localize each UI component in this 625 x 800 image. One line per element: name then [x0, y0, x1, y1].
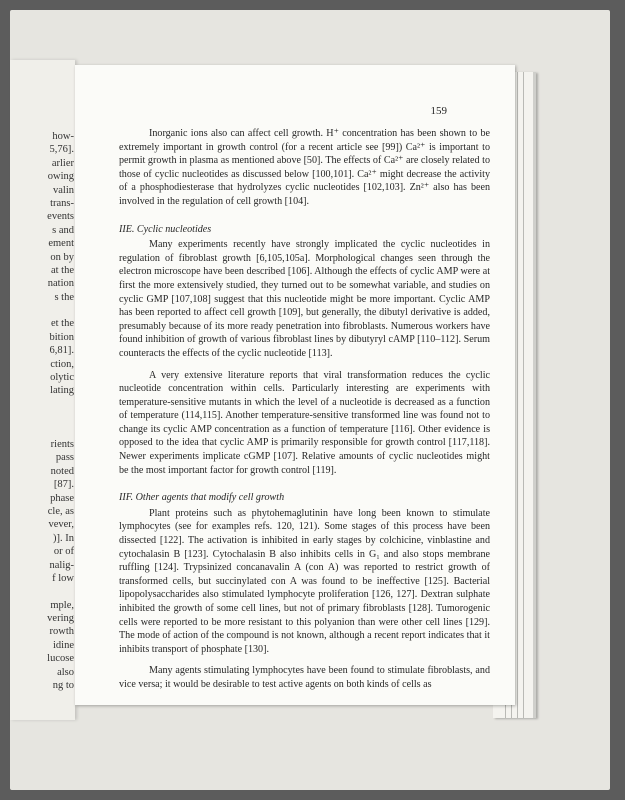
previous-page-line: how-: [52, 131, 74, 142]
previous-page-line: or of: [53, 546, 74, 558]
previous-page-line: owing: [47, 171, 74, 183]
page-content: [119, 127, 490, 692]
previous-page-line: [30, 304, 74, 317]
page-number: 159: [430, 105, 447, 117]
paragraph-cyclic-nucleotides-2: A very extensive literature reports that viral transformation reduces the cyclic nucleotide concentration within cells. Particularly interesting are experiments with temperature-sensitive mutants in which the level of a nucleotide is decreased as a function of temperature (114,115]. Another temperature-sensitive transformed line was found not to change its cyclic AMP concentration as a function of temperature [116]. Other evidence is opposed to the idea that cyclic AMP is primarily responsible for growth control [117,118]. Newer experiments implicate cGMP [107]. Relative amounts of cyclic nucleotides might be the most important factor for growth control [119].: [119, 369, 490, 476]
previous-page-line: mple,: [50, 599, 74, 611]
previous-page-line: nalig-: [49, 559, 74, 571]
previous-page-text: [30, 130, 74, 692]
previous-page-line: s the: [54, 291, 74, 303]
previous-page-line: cle, as: [47, 505, 74, 517]
previous-page-line: pass: [55, 452, 74, 464]
previous-page-line: vever,: [48, 519, 74, 531]
previous-page-line: also: [57, 666, 74, 678]
previous-page-line: f low: [52, 572, 74, 584]
paragraph-inorganic-ions: Inorganic ions also can affect cell growth. H⁺ concentration has been shown to be extremely important in growth control (for a recent article see [99]) Ca²⁺ is important to permit growth in plasma as mentioned above [50]. The effects of Ca²⁺ are closely related to those of cyclic nucleotides as discussed below [100,101]. Ca²⁺ might decrease the activity of a phosphodiesterase that hydrolyzes cyclic nucleotides [102,103]. Zn²⁺ also has been involved in the regulation of cell growth [104].: [119, 128, 490, 207]
paragraph-cyclic-nucleotides-1: Many experiments recently have strongly implicated the cyclic nucleotides in regulation of fibroblast growth [6,105,105a]. Morphological changes seen through the electron microscope have been described [106]. Although the effects of cyclic AMP were at first the more extensively studied, they turned out to be somewhat variable, and studies on cyclic GMP [107,108] suggest that this nucleotide might be more important. Cyclic AMP has been reported to affect cell growth [109], but generally, the dibutyl derivative is added, presumably because of its more ready penetration into fibroblasts. Numerous workers have found inhibition of growth of various fibroblast lines by dibutyryl cAMP [110–112]. Serum counteracts the effects of the cyclic nucleotide [113].: [119, 239, 490, 359]
paragraph-other-agents-1: Plant proteins such as phytohemaglutinin have long been known to stimulate lymphocytes (see for examples refs. 120, 121). Some stages of this process have been dissected [122]. The activation is inhibited in early stages by colchicine, vinblastine and cytochalasin B [123]. Cytochalasin B also inhibits cells in G₁ and also stops membrane ruffling [124]. Trypsinized concanavalin A (con A) was reported to restrict growth of transformed cells, but succinylated con A was found to be ineffective [125]. Bacterial lipopolysaccharides also stimulated lymphocyte proliferation [126, 127]. Dextran sulphate inhibited the growth of some cell lines, but not of primary fibroblasts [128]. Tumorogenic cells were reported to be more resistant to this polyanion than were other cell lines [129]. The mode of action of the compound is not known, although a recent report indicates that it inhibits transport of phosphate [130].: [119, 507, 490, 655]
section-heading-cyclic-nucleotides: IIE. Cyclic nucleotides: [119, 223, 212, 235]
previous-page-line: [30, 425, 74, 438]
previous-page-line: lating: [50, 385, 74, 397]
previous-page-line: ng to: [52, 680, 74, 692]
previous-page-line: 6,81].: [49, 345, 74, 357]
previous-page-line: valin: [53, 184, 74, 196]
previous-page-line: lucose: [47, 653, 74, 665]
previous-page-line: olytic: [50, 372, 74, 384]
document-page: [75, 65, 515, 705]
previous-page-line: et the: [50, 318, 74, 330]
previous-page-line: ement: [48, 238, 74, 250]
section-heading-other-agents: IIF. Other agents that modify cell growth: [119, 492, 285, 504]
previous-page-line: bition: [49, 331, 74, 343]
previous-page-line: on by: [50, 251, 74, 263]
previous-page-line: s and: [52, 224, 74, 236]
previous-page-line: [30, 585, 74, 598]
previous-page-line: phase: [50, 492, 74, 504]
previous-page-line: idine: [53, 639, 74, 651]
previous-page-line: )]. In: [53, 532, 74, 544]
previous-page-line: 5,76].: [49, 144, 74, 156]
previous-page-line: at the: [50, 264, 74, 276]
previous-page-line: ction,: [50, 358, 74, 370]
previous-page-line: [30, 398, 74, 411]
previous-page-line: [30, 411, 74, 424]
previous-page-line: vering: [47, 613, 74, 625]
previous-page-line: arlier: [51, 157, 74, 169]
previous-page-line: trans-: [50, 197, 74, 209]
previous-page-line: noted: [50, 465, 74, 477]
previous-page-line: rients: [50, 438, 74, 450]
previous-page-line: rowth: [49, 626, 74, 638]
previous-page-line: nation: [47, 278, 74, 290]
paragraph-other-agents-2: Many agents stimulating lymphocytes have been found to stimulate fibroblasts, and vice versa; it would be desirable to test active agents on both kinds of cells as: [119, 665, 490, 690]
previous-page-line: events: [47, 211, 74, 223]
previous-page-line: [87].: [53, 479, 74, 491]
